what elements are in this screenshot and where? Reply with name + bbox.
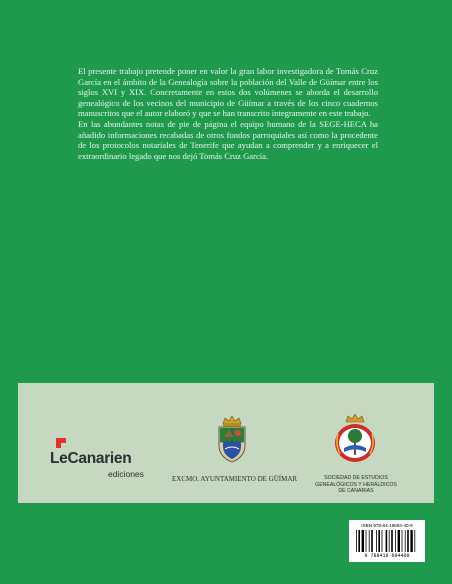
barcode-bar (386, 530, 388, 552)
blurb-paragraph-1: El presente trabajo pretende poner en valor la gran labor investigadora de Tomás Cruz García en el ámbito de la Genealogía sobre la población del Valle de Güímar entre los siglos XVI y XIX. Concretamente en estos dos volúmenes se aborda el desarrollo genealógico de los vecinos del municipio de Güímar a través de los cinco cuadernos manuscritos que el autor elaboró y que se han transcrito íntegramente en este trabajo. (78, 66, 378, 119)
sege-heca-name (306, 475, 406, 495)
lecanarien-subtitle: ediciones (108, 469, 144, 479)
sege-heca-name-line-1: SOCIEDAD DE ESTUDIOS (324, 475, 388, 481)
barcode-bar (414, 530, 415, 552)
sege-heca-name-line-3: DE CANARIAS (338, 488, 374, 495)
guimar-council-name: EXCMO. AYUNTAMIENTO DE GÜÍMAR (172, 475, 298, 483)
sege-heca-name-line-2: GENEALÓGICOS Y HERÁLDICOS (315, 481, 397, 488)
barcode-bar (395, 530, 396, 552)
barcode-bar (410, 530, 412, 552)
isbn-digits: 9 788419 694409 (364, 553, 410, 559)
barcode-bar (362, 530, 364, 552)
barcode-icon (355, 530, 419, 552)
barcode-bar (378, 530, 380, 552)
isbn-barcode-box (349, 520, 425, 562)
barcode-bar (402, 530, 403, 552)
sege-heca-seal-icon (332, 414, 378, 464)
barcode-bar (382, 530, 383, 552)
guimar-coat-of-arms-icon (214, 415, 250, 463)
isbn-label: ISBN 978-84-19694-40-9 (361, 523, 413, 528)
barcode-bar (407, 530, 409, 552)
barcode-bar (391, 530, 393, 552)
lecanarien-mark-icon (54, 436, 68, 450)
barcode-bar (356, 530, 357, 552)
barcode-bar (369, 530, 370, 552)
barcode-bar (376, 530, 377, 552)
barcode-bar (398, 530, 400, 552)
barcode-bar (358, 530, 360, 552)
back-cover-blurb (78, 66, 378, 161)
barcode-bar (366, 530, 367, 552)
lecanarien-name: LeCanarien (50, 450, 132, 467)
barcode-bar (405, 530, 406, 552)
blurb-paragraph-2: En las abundantes notas de pie de página el equipo humano de la SEGE-HECA ha añadido informaciones recabadas de otros fondos parroquiales así como la procedente de los protocolos notariales de Tenerife que ayudan a comprender y a enriquecer el extraordinario legado que nos dejó Tomás Cruz García. (78, 118, 378, 161)
barcode-bar (389, 530, 390, 552)
barcode-bar (371, 530, 373, 552)
lecanarien-logo (48, 436, 158, 479)
